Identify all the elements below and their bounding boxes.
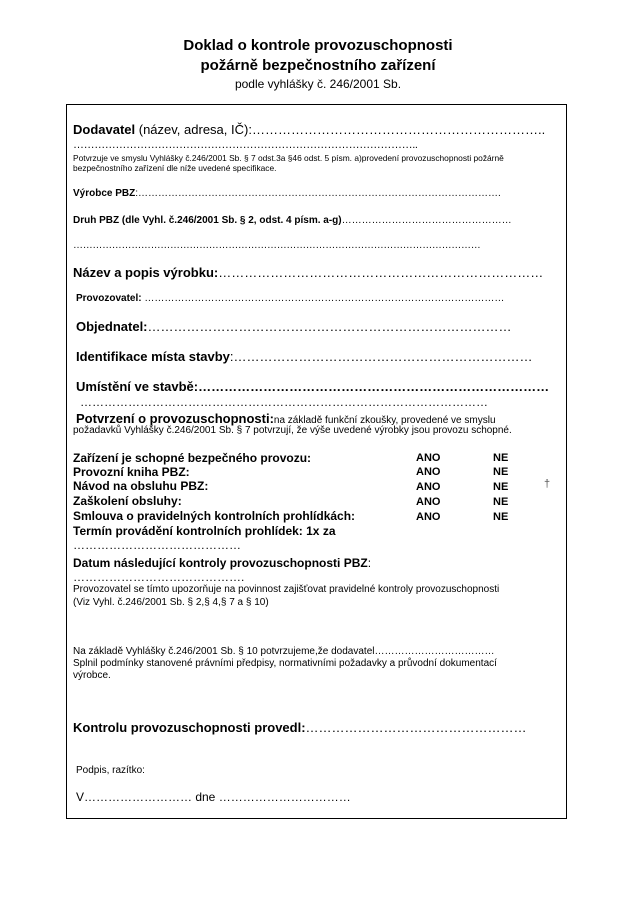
checklist-label-kniha: Provozní kniha PBZ: bbox=[73, 465, 190, 479]
dodavatel-row bbox=[73, 122, 545, 137]
document-title-line2: požárně bezpečnostního zařízení bbox=[200, 57, 436, 74]
zaklade-text-line2: Splnil podmínky stanovené právními předpisy, normativními požadavky a průvodní dokumentací bbox=[73, 658, 497, 669]
misto-datum-field[interactable]: V……………………… dne …………………………… bbox=[76, 790, 351, 804]
dodavatel-field-line2[interactable]: …………………………………………………………………………………….. bbox=[73, 139, 418, 151]
objednatel-field[interactable]: ………………………………………………………………………… bbox=[147, 319, 512, 334]
datum-label: Datum následující kontroly provozuschopnosti PBZ bbox=[73, 556, 368, 570]
checklist-ne-provoz[interactable]: NE bbox=[493, 452, 509, 464]
zaklade-text-line1: Na základě Vyhlášky č.246/2001 Sb. § 10 potvrzujeme,že dodavatel……………………………… bbox=[73, 646, 495, 657]
termin-label: Termín provádění kontrolních prohlídek: 1x za bbox=[73, 524, 336, 538]
kontrola-field[interactable]: …………………………………………… bbox=[305, 720, 527, 735]
umisteni-field[interactable]: ……………………………………………………………………… bbox=[198, 379, 550, 394]
checklist-ano-navod[interactable]: ANO bbox=[416, 481, 441, 493]
zaklade-text-line3: výrobce. bbox=[73, 670, 111, 681]
druh-label: Druh PBZ (dle Vyhl. č.246/2001 Sb. § 2, odst. 4 písm. a-g) bbox=[73, 215, 342, 226]
checklist-label-skoleni: Zaškolení obsluhy: bbox=[73, 494, 182, 508]
checklist-ano-skoleni[interactable]: ANO bbox=[416, 496, 441, 508]
dagger-mark: † bbox=[544, 478, 551, 490]
umisteni-row bbox=[76, 379, 549, 394]
identifikace-row bbox=[76, 349, 533, 364]
dodavatel-field[interactable]: ………………………………………………………….. bbox=[251, 122, 546, 137]
objednatel-row bbox=[76, 319, 512, 334]
checklist-ne-navod[interactable]: NE bbox=[493, 481, 509, 493]
dodavatel-label: Dodavatel bbox=[73, 122, 136, 137]
vyrobce-field[interactable]: :………………………………………………………………………………………………. bbox=[135, 188, 501, 199]
objednatel-label: Objednatel: bbox=[76, 319, 148, 334]
checklist-label-navod: Návod na obsluhu PBZ: bbox=[73, 479, 209, 493]
potvrzuje-text-line2: bezpečnostního zařízení dle níže uvedené specifikace. bbox=[73, 163, 277, 173]
upozornuje-text-line2: (Viz Vyhl. č.246/2001 Sb. § 2,§ 4,§ 7 a § 10) bbox=[73, 597, 269, 608]
nazev-row bbox=[73, 265, 543, 280]
checklist-label-provoz: Zařízení je schopné bezpečného provozu: bbox=[73, 451, 312, 465]
druh-field[interactable]: …………………………………………… bbox=[341, 215, 512, 226]
druh-field-line2[interactable]: ……………………………………………………………………………………………………………… bbox=[73, 240, 481, 251]
checklist-ne-kniha[interactable]: NE bbox=[493, 466, 509, 478]
potvrzeni-text: na základě funkční zkoušky, provedené ve smyslu bbox=[273, 415, 496, 426]
dodavatel-detail: (název, adresa, IČ): bbox=[135, 122, 252, 137]
checklist-ano-kniha[interactable]: ANO bbox=[416, 466, 441, 478]
identifikace-field[interactable]: :…………………………………………………………… bbox=[229, 349, 533, 364]
datum-field[interactable]: ……………………………………. bbox=[73, 570, 245, 584]
vyrobce-label: Výrobce PBZ bbox=[73, 188, 136, 199]
provozovatel-row bbox=[76, 293, 504, 304]
checklist-label-smlouva: Smlouva o pravidelných kontrolních prohlídkách: bbox=[73, 509, 356, 523]
kontrola-row bbox=[73, 720, 527, 735]
provozovatel-field[interactable]: ……………………………………………………………………………………………… bbox=[144, 293, 505, 304]
podpis-label: Podpis, razítko: bbox=[76, 765, 145, 776]
vyrobce-row bbox=[73, 188, 501, 199]
checklist-ano-provoz[interactable]: ANO bbox=[416, 452, 441, 464]
umisteni-label: Umístění ve stavbě: bbox=[76, 379, 199, 394]
checklist-ne-skoleni[interactable]: NE bbox=[493, 496, 509, 508]
termin-field[interactable]: …………………………………… bbox=[73, 538, 241, 552]
nazev-field[interactable]: ………………………………………………………………… bbox=[218, 265, 544, 280]
potvrzeni-label: Potvrzení o provozuschopnosti: bbox=[76, 411, 274, 426]
potvrzuje-text-line1: Potvrzuje ve smyslu Vyhlášky č.246/2001 Sb. § 7 odst.3a §46 odst. 5 písm. a)provedení provozuschopnosti požárně bbox=[73, 153, 504, 163]
document-subtitle: podle vyhlášky č. 246/2001 Sb. bbox=[234, 77, 402, 91]
kontrola-label: Kontrolu provozuschopnosti provedl: bbox=[73, 720, 306, 735]
umisteni-field-line2[interactable]: ………………………………………………………………………………………… bbox=[80, 395, 488, 409]
nazev-label: Název a popis výrobku: bbox=[73, 265, 219, 280]
potvrzeni-text-line2: požadavků Vyhlášky č.246/2001 Sb. § 7 potvrzují, že výše uvedené výrobky jsou provozu schopné. bbox=[73, 425, 512, 436]
checklist-ne-smlouva[interactable]: NE bbox=[493, 511, 509, 523]
checklist-ano-smlouva[interactable]: ANO bbox=[416, 511, 441, 523]
provozovatel-label: Provozovatel: bbox=[76, 293, 145, 304]
identifikace-label: Identifikace místa stavby bbox=[76, 349, 230, 364]
druh-row bbox=[73, 215, 512, 226]
upozornuje-text-line1: Provozovatel se tímto upozorňuje na povinnost zajišťovat pravidelné kontroly provozuschopnosti bbox=[73, 584, 500, 595]
datum-colon: : bbox=[367, 556, 372, 570]
document-title-line1: Doklad o kontrole provozuschopnosti bbox=[183, 37, 453, 54]
